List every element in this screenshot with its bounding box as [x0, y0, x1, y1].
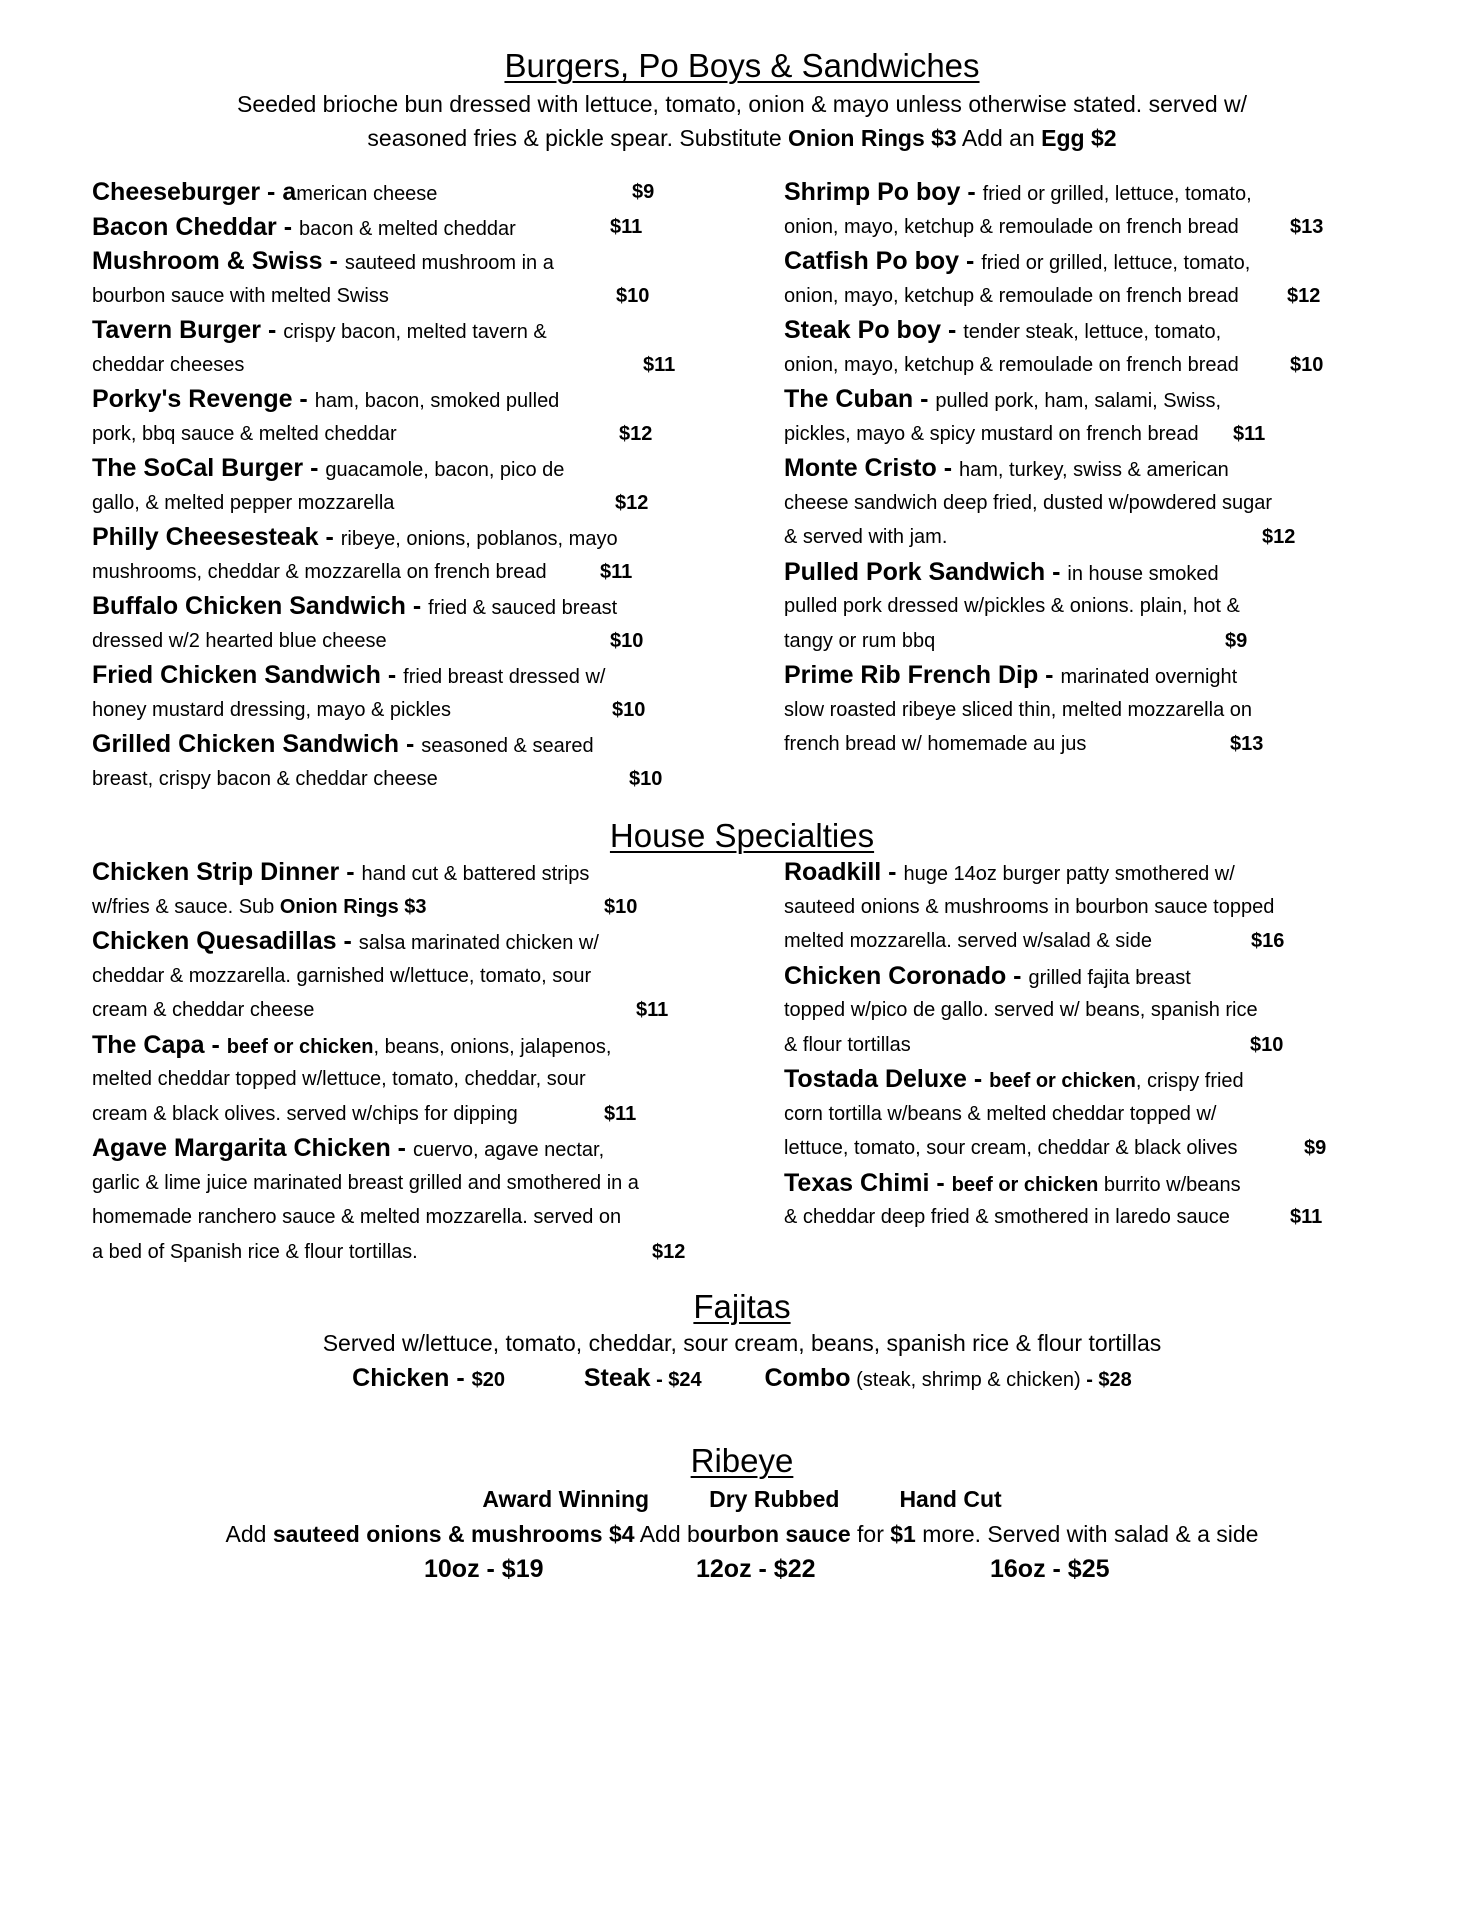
- item-description: breast, crispy bacon & cheddar cheese: [92, 767, 438, 790]
- item-description: cream & black olives. served w/chips for dipping: [92, 1102, 518, 1125]
- menu-item-philly-cheesesteak: [92, 520, 712, 589]
- item-description: hand cut & battered strips: [361, 863, 590, 885]
- item-description: tender steak, lettuce, tomato,: [963, 321, 1222, 343]
- item-description: burrito w/beans: [1098, 1173, 1241, 1196]
- menu-item-chicken-coronado: [784, 959, 1394, 1063]
- burgers-left-column: [92, 175, 712, 796]
- ribeye-features: [0, 1482, 1484, 1516]
- item-description: garlic & lime juice marinated breast grilled and smothered in a: [92, 1171, 639, 1194]
- item-description: , beans, onions, jalapenos,: [373, 1035, 612, 1058]
- specialties-right-column: [784, 855, 1394, 1235]
- item-description: onion, mayo, ketchup & remoulade on french bread: [784, 284, 1239, 307]
- item-description: guacamole, bacon, pico de: [325, 459, 565, 481]
- item-description: cuervo, agave nectar,: [412, 1139, 605, 1161]
- item-description: honey mustard dressing, mayo & pickles: [92, 698, 452, 721]
- item-description: tangy or rum bbq: [784, 629, 936, 652]
- item-name: Chicken Quesadillas -: [92, 927, 359, 955]
- ribeye-feature: Award Winning: [482, 1486, 650, 1512]
- item-name: Buffalo Chicken Sandwich -: [92, 592, 429, 620]
- item-description: pulled pork, ham, salami, Swiss,: [935, 390, 1222, 412]
- item-name: Tavern Burger -: [92, 316, 284, 344]
- item-description: fried breast dressed w/: [403, 666, 606, 688]
- fajita-combo: Combo (steak, shrimp & chicken) - $28: [764, 1364, 1132, 1392]
- item-description: grilled fajita breast: [1028, 966, 1191, 989]
- item-description: homemade ranchero sauce & melted mozzarella. served on: [92, 1206, 622, 1228]
- item-description: & flour tortillas: [784, 1033, 911, 1056]
- menu-item-socal-burger: [92, 451, 712, 520]
- item-description: gallo, & melted pepper mozzarella: [92, 491, 395, 514]
- ribeye-addons: Add sauteed onions & mushrooms $4 Add bourbon sauce for $1 more. Served with salad & a side: [225, 1521, 1259, 1547]
- menu-item-agave-margarita-chicken: [92, 1131, 712, 1269]
- item-name: Philly Cheesesteak -: [92, 523, 341, 551]
- item-description: salsa marinated chicken w/: [358, 932, 599, 954]
- ribeye-section-title: Ribeye: [690, 1442, 794, 1479]
- item-description: crispy bacon, melted tavern &: [283, 321, 547, 343]
- menu-item-steak-po-boy: [784, 313, 1394, 382]
- item-description: french bread w/ homemade au jus: [784, 733, 1087, 755]
- item-description: dressed w/2 hearted blue cheese: [92, 629, 387, 652]
- item-price: $13: [1290, 215, 1324, 238]
- item-description: onion, mayo, ketchup & remoulade on french bread: [784, 353, 1239, 376]
- item-price: $11: [604, 1102, 637, 1125]
- item-name: Chicken Coronado -: [784, 961, 1029, 990]
- menu-item-grilled-chicken-sandwich: [92, 727, 712, 796]
- item-price: $12: [615, 491, 649, 514]
- item-name: Texas Chimi -: [784, 1168, 952, 1197]
- fajitas-section-title: Fajitas: [693, 1288, 791, 1325]
- menu-item-mushroom-swiss: [92, 244, 712, 313]
- item-price: $10: [612, 698, 646, 721]
- item-price: $10: [629, 767, 663, 790]
- item-name: Tostada Deluxe -: [784, 1065, 990, 1093]
- item-description: & cheddar deep fried & smothered in laredo sauce: [784, 1206, 1230, 1228]
- item-description: huge 14oz burger patty smothered w/: [903, 863, 1235, 885]
- item-price: $12: [619, 422, 653, 445]
- item-description: slow roasted ribeye sliced thin, melted mozzarella on: [784, 698, 1252, 721]
- item-description: sauteed mushroom in a: [344, 252, 554, 274]
- item-price: $13: [1230, 733, 1264, 755]
- item-price: $16: [1251, 930, 1285, 952]
- burgers-intro-line1: Seeded brioche bun dressed with lettuce, tomato, onion & mayo unless otherwise stated. served w/: [236, 91, 1247, 117]
- item-upgrade: Onion Rings $3: [279, 895, 427, 918]
- menu-item-bacon-cheddar: [92, 210, 712, 245]
- fajitas-description: Served w/lettuce, tomato, cheddar, sour cream, beans, spanish rice & flour tortillas: [322, 1330, 1162, 1356]
- item-description: ham, bacon, smoked pulled: [314, 390, 560, 412]
- menu-item-the-cuban: [784, 382, 1394, 451]
- item-description: a bed of Spanish rice & flour tortillas.: [92, 1240, 418, 1263]
- item-description: pulled pork dressed w/pickles & onions. plain, hot &: [784, 595, 1240, 617]
- item-name: The Cuban -: [784, 385, 936, 413]
- item-description: bacon & melted cheddar: [298, 217, 516, 240]
- item-name: Shrimp Po boy -: [784, 178, 983, 206]
- item-description: melted cheddar topped w/lettuce, tomato, cheddar, sour: [92, 1068, 586, 1090]
- item-price: $10: [604, 895, 638, 918]
- item-name: Prime Rib French Dip -: [784, 661, 1061, 689]
- item-name: Bacon Cheddar -: [92, 212, 299, 241]
- item-description: in house smoked: [1067, 562, 1219, 585]
- item-name: Agave Margarita Chicken -: [92, 1134, 413, 1162]
- fajita-steak: Steak - $24: [583, 1364, 702, 1392]
- item-price: $10: [616, 284, 650, 307]
- item-description: ribeye, onions, poblanos, mayo: [340, 528, 618, 550]
- item-description: w/fries & sauce. Sub: [92, 895, 280, 918]
- item-price: $11: [600, 560, 633, 583]
- burgers-section-title: Burgers, Po Boys & Sandwiches: [504, 47, 980, 84]
- menu-item-shrimp-po-boy: [784, 175, 1394, 244]
- item-name: Roadkill -: [784, 858, 904, 886]
- item-name: Mushroom & Swiss -: [92, 247, 345, 275]
- item-description: marinated overnight: [1060, 666, 1238, 688]
- item-name: Cheeseburger - a: [92, 178, 297, 206]
- item-price: $11: [610, 215, 643, 238]
- item-description: bourbon sauce with melted Swiss: [92, 284, 389, 307]
- fajitas-options: [0, 1361, 1484, 1397]
- item-description: cheddar cheeses: [92, 353, 245, 376]
- item-description: fried or grilled, lettuce, tomato,: [981, 252, 1251, 274]
- item-description: melted mozzarella. served w/salad & side: [784, 930, 1152, 952]
- menu-item-prime-rib-french-dip: [784, 658, 1394, 762]
- menu-item-chicken-quesadillas: [92, 924, 712, 1028]
- item-price: $12: [652, 1240, 686, 1263]
- item-price: $11: [636, 999, 669, 1021]
- item-option: beef or chicken: [226, 1035, 374, 1058]
- item-name: Monte Cristo -: [784, 454, 959, 482]
- menu-item-porkys-revenge: [92, 382, 712, 451]
- specialties-left-column: [92, 855, 712, 1269]
- ribeye-size-12oz: 12oz - $22: [696, 1555, 816, 1583]
- ribeye-feature: Hand Cut: [899, 1486, 1002, 1512]
- ribeye-size-10oz: 10oz - $19: [424, 1555, 544, 1583]
- item-description: fried or grilled, lettuce, tomato,: [982, 183, 1252, 205]
- item-description: pork, bbq sauce & melted cheddar: [92, 422, 397, 445]
- item-description: ham, turkey, swiss & american: [959, 459, 1229, 481]
- item-option: beef or chicken: [989, 1070, 1136, 1092]
- item-description: corn tortilla w/beans & melted cheddar topped w/: [784, 1102, 1217, 1125]
- item-description: merican cheese: [296, 183, 438, 205]
- burgers-right-column: [784, 175, 1394, 762]
- menu-item-the-capa: [92, 1028, 712, 1132]
- item-description: cheese sandwich deep fried, dusted w/powdered sugar: [784, 491, 1273, 514]
- item-description: onion, mayo, ketchup & remoulade on french bread: [784, 215, 1239, 238]
- item-description: , crispy fried: [1135, 1070, 1244, 1092]
- item-name: Grilled Chicken Sandwich -: [92, 730, 422, 758]
- item-price: $10: [610, 629, 644, 652]
- menu-item-cheeseburger: [92, 175, 712, 210]
- menu-item-monte-cristo: [784, 451, 1394, 555]
- menu-item-texas-chimi: [784, 1166, 1394, 1235]
- item-name: The SoCal Burger -: [92, 454, 326, 482]
- item-price: $11: [643, 353, 676, 376]
- menu-item-chicken-strip-dinner: [92, 855, 712, 924]
- fajita-chicken: Chicken - $20: [352, 1364, 506, 1392]
- item-description: fried & sauced breast: [428, 597, 618, 619]
- item-price: $10: [1290, 353, 1324, 376]
- menu-item-buffalo-chicken-sandwich: [92, 589, 712, 658]
- specialties-section-title: House Specialties: [609, 817, 875, 854]
- item-price: $9: [632, 181, 655, 203]
- item-name: Fried Chicken Sandwich -: [92, 661, 404, 689]
- menu-item-roadkill: [784, 855, 1394, 959]
- item-description: cream & cheddar cheese: [92, 999, 315, 1021]
- item-description: pickles, mayo & spicy mustard on french bread: [784, 422, 1199, 445]
- item-name: Pulled Pork Sandwich -: [784, 557, 1068, 586]
- ribeye-feature: Dry Rubbed: [709, 1486, 840, 1512]
- item-name: Catfish Po boy -: [784, 247, 982, 275]
- menu-item-catfish-po-boy: [784, 244, 1394, 313]
- item-price: $12: [1262, 526, 1296, 548]
- item-description: cheddar & mozzarella. garnished w/lettuce, tomato, sour: [92, 964, 592, 987]
- item-price: $12: [1287, 284, 1321, 307]
- item-description: topped w/pico de gallo. served w/ beans, spanish rice: [784, 999, 1258, 1021]
- item-description: mushrooms, cheddar & mozzarella on french bread: [92, 560, 547, 583]
- item-name: Porky's Revenge -: [92, 385, 315, 413]
- item-name: The Capa -: [92, 1030, 227, 1059]
- menu-item-fried-chicken-sandwich: [92, 658, 712, 727]
- item-price: $11: [1290, 1206, 1323, 1228]
- item-price: $9: [1225, 629, 1248, 652]
- item-description: sauteed onions & mushrooms in bourbon sauce topped: [784, 895, 1275, 918]
- burgers-intro-line2: seasoned fries & pickle spear. Substitute Onion Rings $3 Add an Egg $2: [367, 125, 1117, 151]
- item-description: lettuce, tomato, sour cream, cheddar & black olives: [784, 1137, 1238, 1159]
- ribeye-size-16oz: 16oz - $25: [990, 1555, 1110, 1583]
- item-price: $9: [1304, 1137, 1327, 1159]
- item-price: $11: [1233, 422, 1266, 445]
- item-name: Steak Po boy -: [784, 316, 964, 344]
- menu-item-tavern-burger: [92, 313, 712, 382]
- item-option: beef or chicken: [951, 1173, 1099, 1196]
- item-description: seasoned & seared: [421, 735, 594, 757]
- item-name: Chicken Strip Dinner -: [92, 858, 362, 886]
- item-description: & served with jam.: [784, 526, 948, 548]
- item-price: $10: [1250, 1033, 1284, 1056]
- menu-item-tostada-deluxe: [784, 1062, 1394, 1166]
- menu-item-pulled-pork-sandwich: [784, 555, 1394, 659]
